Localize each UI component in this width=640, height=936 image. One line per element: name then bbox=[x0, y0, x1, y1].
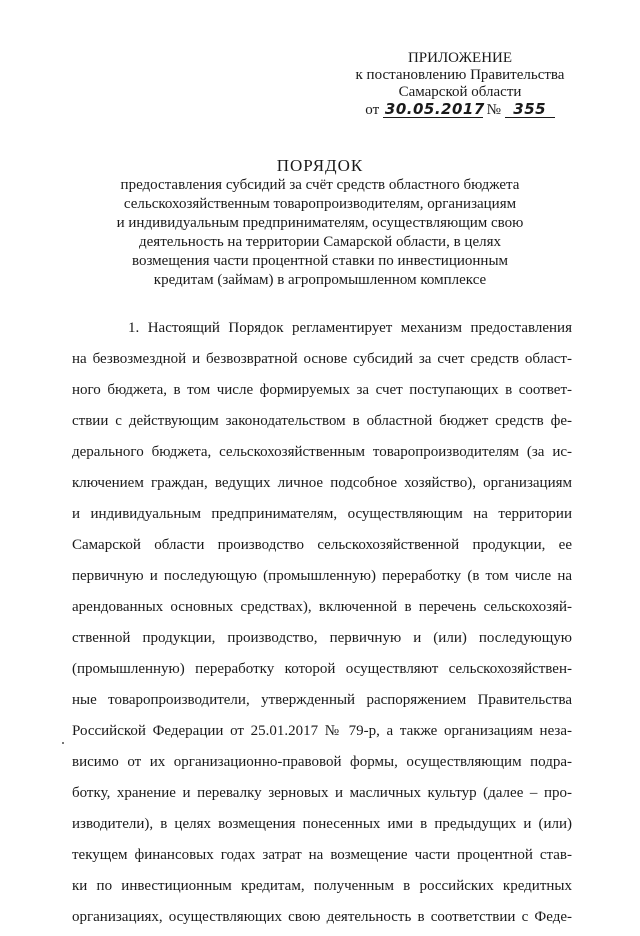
body-line: на безвозмездной и безвозвратной основе субсидий за счет средств област- bbox=[72, 351, 572, 367]
appendix-title: ПРИЛОЖЕНИЕ bbox=[407, 50, 513, 66]
body-line: (промышленную) переработку которой осуществляют сельскохозяйствен- bbox=[72, 661, 572, 677]
body-line: Самарской области производство сельскохозяйственной продукции, ее bbox=[72, 537, 572, 553]
subtitle-line: деятельность на территории Самарской области, в целях bbox=[139, 234, 501, 250]
subtitle-line: кредитам (займам) в агропромышленном комплексе bbox=[153, 272, 487, 288]
from-label: от bbox=[365, 102, 380, 118]
body-line: ные товаропроизводители, утвержденный распоряжением Правительства bbox=[72, 692, 572, 708]
body-line: и индивидуальным предпринимателям, осуществляющим на территории bbox=[72, 506, 572, 522]
body-line: арендованных основных средствах), включенной в перечень сельскохозяй- bbox=[72, 599, 572, 615]
handwritten-number: 355 bbox=[505, 101, 555, 118]
body-line: висимо от их организационно-правовой формы, осуществляющим подра- bbox=[72, 754, 572, 770]
body-line: ного бюджета, в том числе формируемых за счет поступающих в соответ- bbox=[72, 382, 572, 398]
subtitle-line: предоставления субсидий за счёт средств областного бюджета bbox=[120, 177, 520, 193]
body-line: изводители), в целях возмещения понесенных ими в предыдущих и (или) bbox=[72, 816, 572, 832]
appendix-date-number-row bbox=[330, 101, 590, 119]
body-line: первичную и последующую (промышленную) переработку (в том числе на bbox=[72, 568, 572, 584]
body-line: организациях, осуществляющих свою деятельность в соответствии с Феде- bbox=[72, 909, 572, 925]
subtitle-line: и индивидуальным предпринимателям, осуществляющим свою bbox=[116, 215, 524, 231]
subtitle-line: возмещения части процентной ставки по инвестиционным bbox=[131, 253, 509, 269]
scan-speck bbox=[62, 742, 64, 744]
number-label: № bbox=[486, 102, 501, 118]
body-line: ствии с действующим законодательством в областной бюджет средств фе- bbox=[72, 413, 572, 429]
subtitle-line: сельскохозяйственным товаропроизводителям, организациям bbox=[123, 196, 517, 212]
body-line: ключением граждан, ведущих личное подсобное хозяйство), организациям bbox=[72, 475, 572, 491]
body-paragraph bbox=[72, 316, 572, 936]
body-line: 1. Настоящий Порядок регламентирует механизм предоставления bbox=[128, 320, 572, 336]
body-line: ботку, хранение и перевалку зерновых и масличных культур (далее – про- bbox=[72, 785, 572, 801]
body-line: дерального бюджета, сельскохозяйственным товаропроизводителям (за ис- bbox=[72, 444, 572, 460]
appendix-header bbox=[330, 50, 590, 119]
appendix-region-line: Самарской области bbox=[398, 84, 522, 100]
body-line: Российской Федерации от 25.01.2017 № 79-р, а также организациям неза- bbox=[72, 723, 572, 739]
appendix-resolution-line: к постановлению Правительства bbox=[355, 67, 565, 83]
document-title: ПОРЯДОК bbox=[276, 156, 364, 175]
body-line: ки по инвестиционным кредитам, полученным в российских кредитных bbox=[72, 878, 572, 894]
body-line: текущем финансовых годах затрат на возмещение части процентной став- bbox=[72, 847, 572, 863]
handwritten-date: 30.05.2017 bbox=[384, 100, 485, 118]
document-subtitle bbox=[100, 176, 540, 290]
body-line: ственной продукции, производство, первичную и (или) последующую bbox=[72, 630, 572, 646]
